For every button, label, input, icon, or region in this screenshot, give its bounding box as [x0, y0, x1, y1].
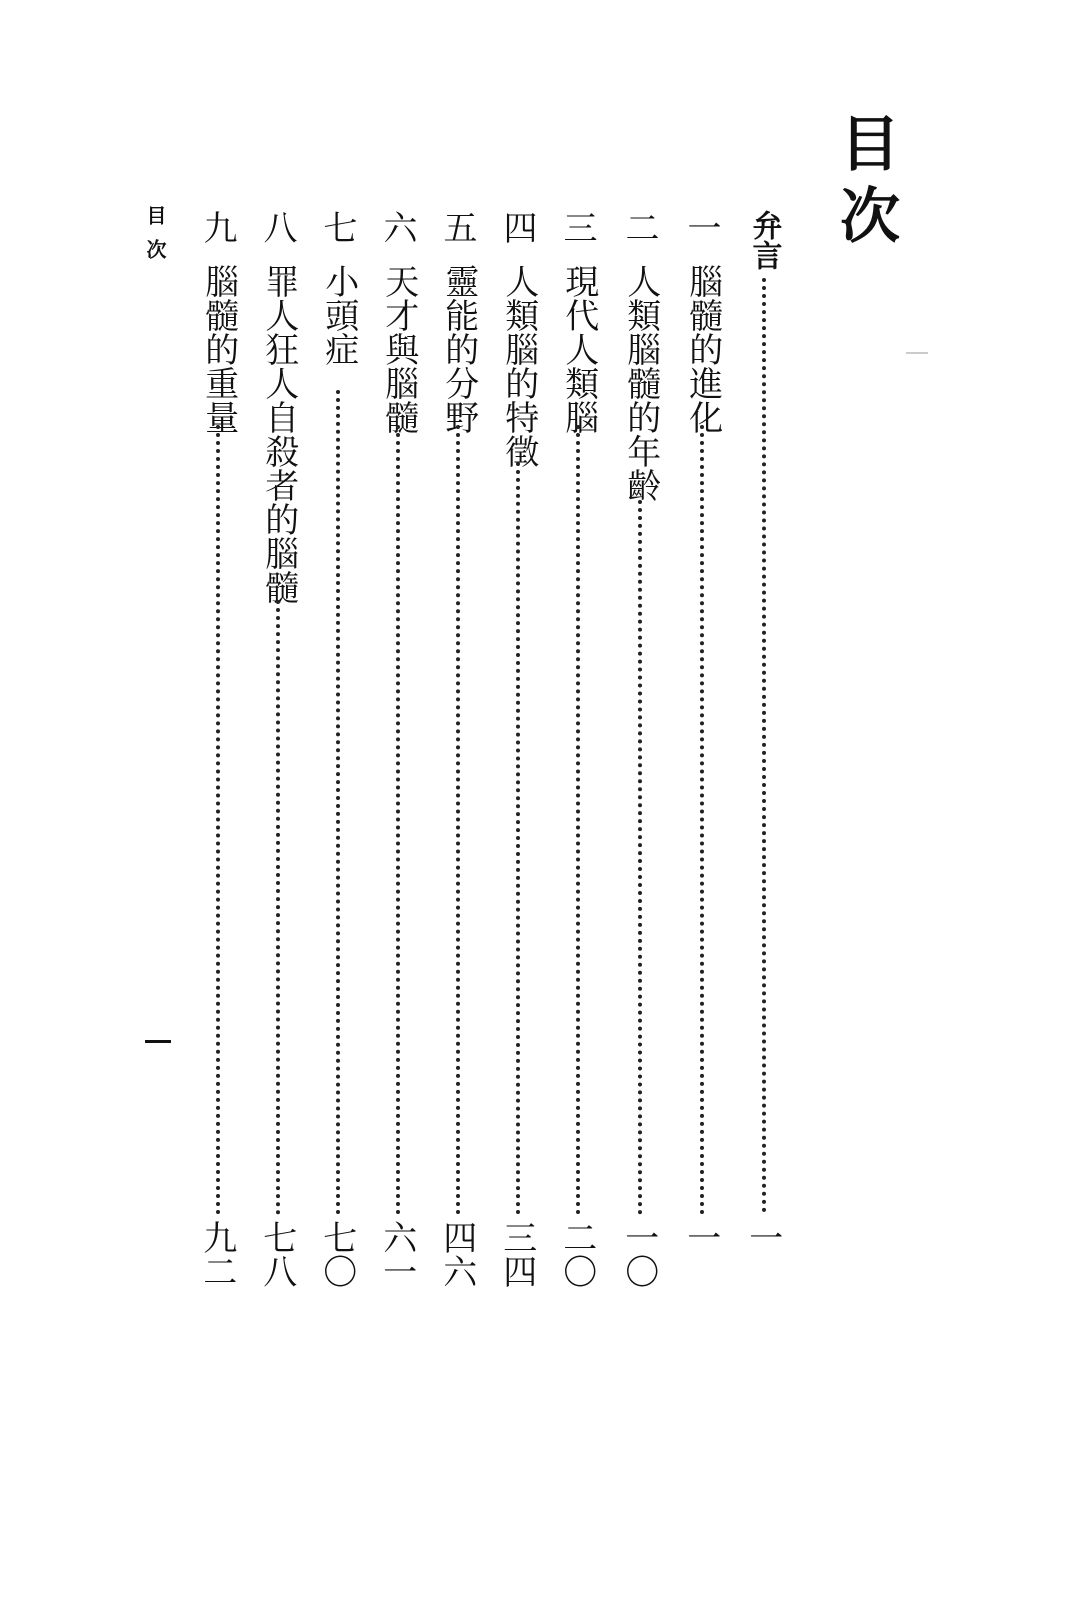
toc-entry-page: 一 [742, 1220, 783, 1254]
toc-entry-title: 現代人類腦 [558, 264, 599, 434]
toc-entry-title: 天才與腦髓 [378, 264, 419, 434]
toc-entry-number: 一 [681, 210, 721, 244]
toc-entry-title: 罪人狂人自殺者的腦髓 [258, 264, 299, 604]
dot-leader [456, 425, 464, 1215]
toc-entry-8[interactable] [256, 200, 302, 1320]
running-head: 目次 [143, 205, 167, 273]
toc-entry-title: 弁言 [746, 210, 782, 270]
toc-entry-page: 九二 [196, 1220, 237, 1288]
toc-entry-3[interactable] [556, 200, 602, 1320]
toc-entry-4[interactable] [496, 200, 542, 1320]
toc-entry-title: 人類腦的特徵 [498, 264, 539, 468]
toc-entry-number: 四 [497, 210, 537, 244]
scan-speck [906, 352, 928, 354]
toc-entry-7[interactable] [316, 200, 362, 1320]
toc-entry-title: 腦髓的重量 [198, 264, 239, 434]
toc-entry-page: 一 [680, 1220, 721, 1254]
dot-leader [576, 425, 584, 1215]
toc-entry-number: 六 [377, 210, 417, 244]
toc-entry-preface[interactable] [742, 200, 788, 1320]
dot-leader [276, 600, 284, 1215]
dot-leader [762, 278, 770, 1213]
toc-entry-1[interactable] [680, 200, 726, 1320]
toc-entry-page: 四六 [436, 1220, 477, 1288]
toc-entry-page: 六一 [376, 1220, 417, 1288]
toc-entry-page: 二〇 [556, 1220, 597, 1288]
toc-entry-number: 五 [437, 210, 477, 244]
toc-entry-title: 小頭症 [318, 264, 359, 366]
toc-entry-page: 一〇 [618, 1220, 659, 1288]
dot-leader [700, 425, 708, 1215]
toc-entry-number: 二 [619, 210, 659, 244]
dot-leader [638, 500, 646, 1215]
dot-leader [396, 425, 404, 1215]
dot-leader [516, 462, 524, 1215]
page-title: 目次 [830, 112, 900, 256]
toc-entry-page: 七〇 [316, 1220, 357, 1288]
dot-leader [216, 425, 224, 1215]
folio [145, 1040, 171, 1043]
toc-entry-number: 七 [317, 210, 357, 244]
toc-entry-5[interactable] [436, 200, 482, 1320]
toc-entry-title: 腦髓的進化 [682, 264, 723, 434]
toc-entry-6[interactable] [376, 200, 422, 1320]
toc-entry-9[interactable] [196, 200, 242, 1320]
toc-entry-number: 三 [557, 210, 597, 244]
toc-entry-title: 靈能的分野 [438, 264, 479, 434]
toc-entry-number: 九 [197, 210, 237, 244]
toc-entry-number: 八 [257, 210, 297, 244]
dot-leader [336, 390, 344, 1215]
toc-entry-page: 七八 [256, 1220, 297, 1288]
toc-entry-title: 人類腦髓的年齡 [620, 264, 661, 502]
toc-entry-2[interactable] [618, 200, 664, 1320]
toc-entry-page: 三四 [496, 1220, 537, 1288]
